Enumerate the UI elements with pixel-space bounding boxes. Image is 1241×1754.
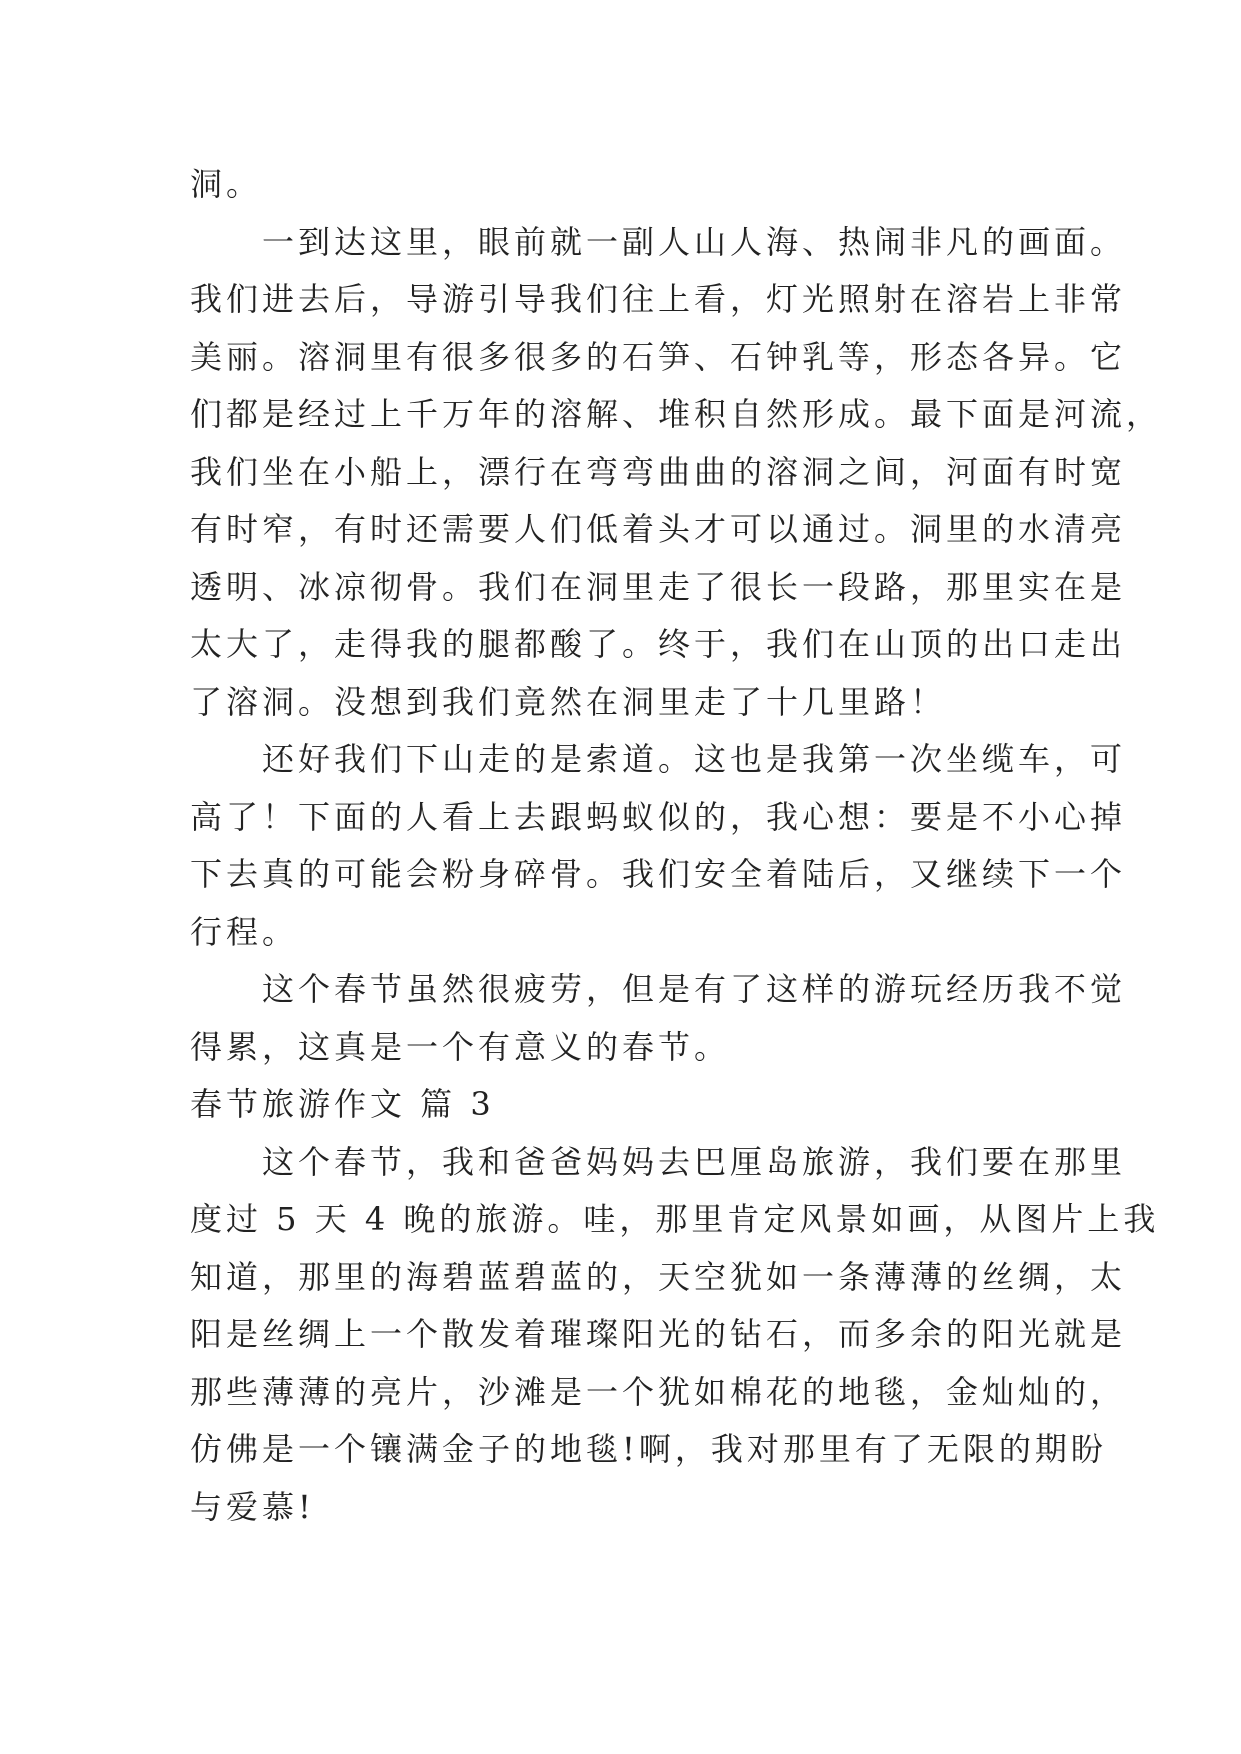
text-line: 们都是经过上千万年的溶解、堆积自然形成。最下面是河流，	[190, 395, 1163, 433]
article-body	[190, 156, 1163, 1536]
text-line: 我们进去后，导游引导我们往上看，灯光照射在溶岩上非常	[190, 280, 1127, 318]
text-line: 与爱慕!	[190, 1487, 315, 1526]
text-line: 美丽。溶洞里有很多很多的石笋、石钟乳等，形态各异。它	[190, 337, 1127, 376]
text-line: 度过 5 天 4 晚的旅游。哇，那里肯定风景如画，从图片上我	[190, 1200, 1160, 1238]
text-line: 下去真的可能会粉身碎骨。我们安全着陆后，又继续下一个	[190, 855, 1127, 893]
section-heading: 春节旅游作文 篇 3	[190, 1085, 495, 1123]
text-line: 我们坐在小船上，漂行在弯弯曲曲的溶洞之间，河面有时宽	[190, 452, 1127, 491]
paragraph-first-line: 一到达这里，眼前就一副人山人海、热闹非凡的画面。	[262, 222, 1127, 261]
text-line: 透明、冰凉彻骨。我们在洞里走了很长一段路，那里实在是	[190, 567, 1127, 606]
text-line: 洞。	[190, 165, 263, 203]
text-line: 那些薄薄的亮片，沙滩是一个犹如棉花的地毯，金灿灿的，	[190, 1372, 1127, 1411]
text-line: 得累，这真是一个有意义的春节。	[190, 1027, 731, 1066]
text-line: 知道，那里的海碧蓝碧蓝的，天空犹如一条薄薄的丝绸，太	[190, 1257, 1127, 1296]
text-line: 高了！下面的人看上去跟蚂蚁似的，我心想：要是不小心掉	[190, 797, 1127, 836]
text-line: 阳是丝绸上一个散发着璀璨阳光的钻石，而多余的阳光就是	[190, 1315, 1127, 1353]
text-line: 太大了，走得我的腿都酸了。终于，我们在山顶的出口走出	[190, 625, 1127, 663]
text-line: 了溶洞。没想到我们竟然在洞里走了十几里路！	[190, 682, 947, 721]
text-line: 行程。	[190, 912, 299, 951]
text-line: 有时窄，有时还需要人们低着头才可以通过。洞里的水清亮	[190, 510, 1127, 548]
paragraph-first-line: 这个春节虽然很疲劳，但是有了这样的游玩经历我不觉	[262, 970, 1127, 1008]
text-line: 仿佛是一个镶满金子的地毯!啊，我对那里有了无限的期盼	[190, 1430, 1107, 1468]
paragraph-first-line: 这个春节，我和爸爸妈妈去巴厘岛旅游，我们要在那里	[262, 1142, 1127, 1181]
paragraph-first-line: 还好我们下山走的是索道。这也是我第一次坐缆车，可	[262, 740, 1127, 778]
